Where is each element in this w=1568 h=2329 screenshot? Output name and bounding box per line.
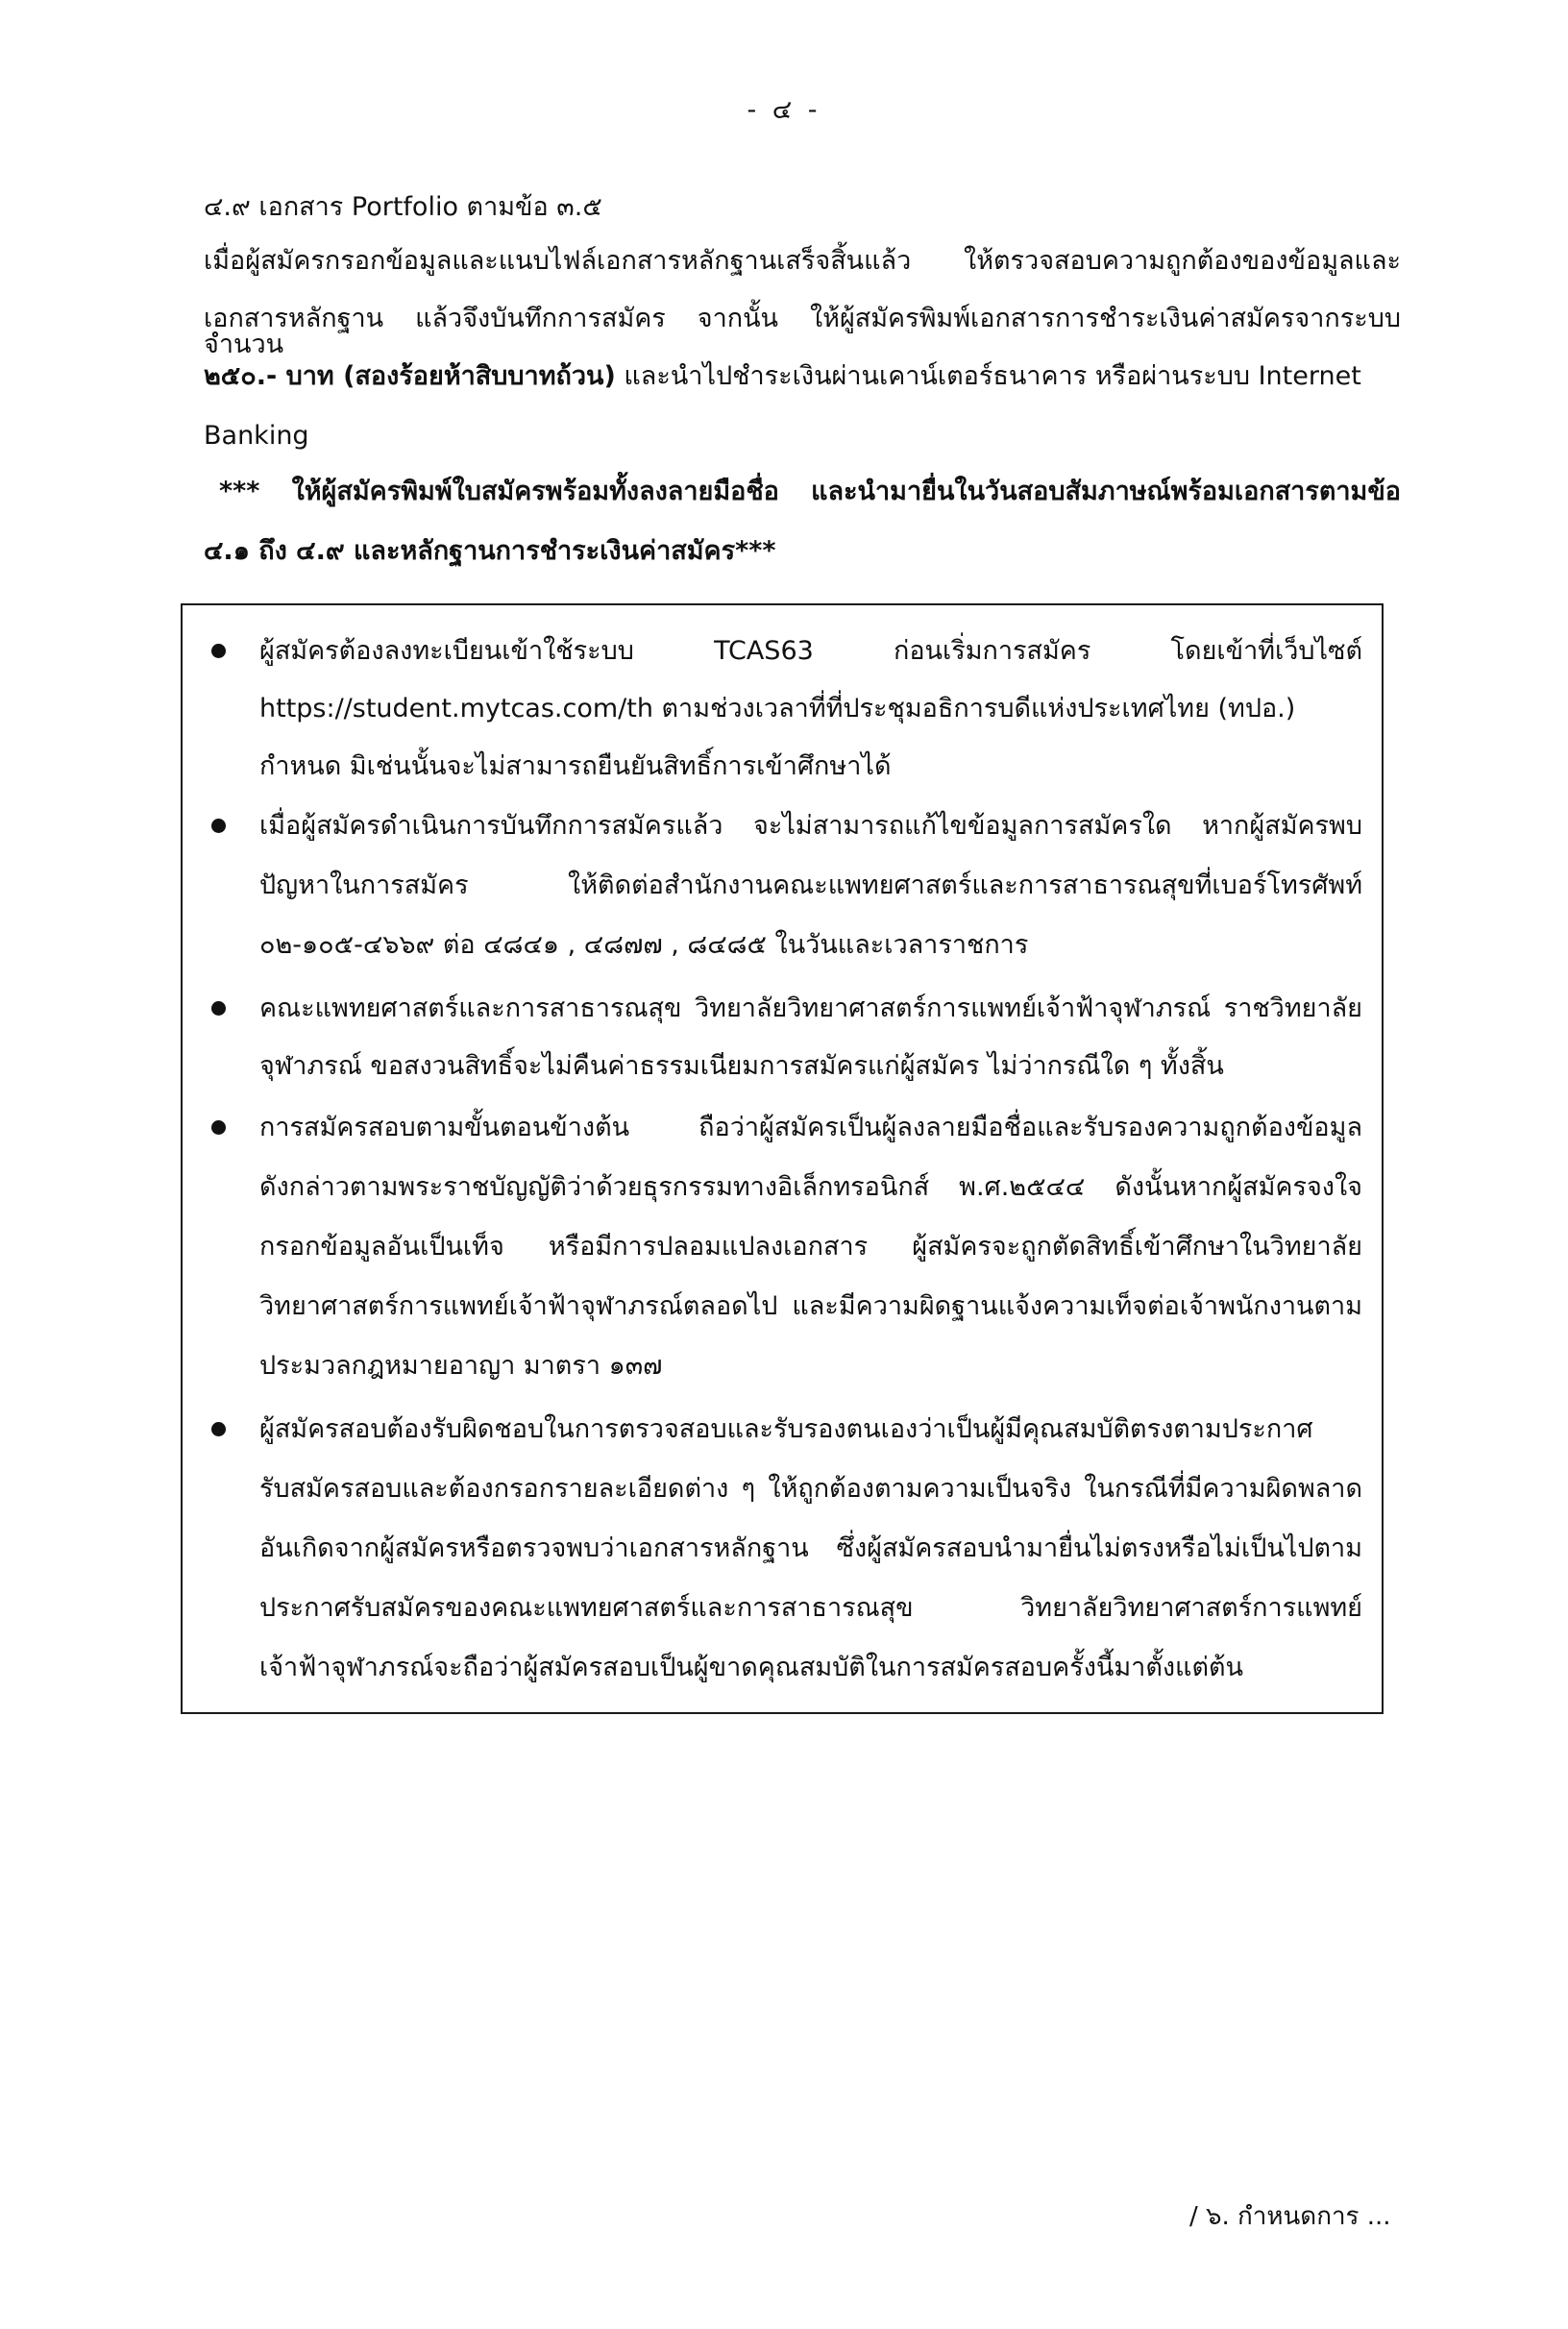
notice-line: ผู้สมัครสอบต้องรับผิดชอบในการตรวจสอบและรับรองตนเองว่าเป็นผู้มีคุณสมบัติตรงตามประกาศ	[259, 1414, 1313, 1444]
paragraph-line: เอกสารหลักฐาน แล้วจึงบันทึกการสมัคร จากนั้น ให้ผู้สมัครพิมพ์เอกสารการชำระเงินค่าสมัครจากระบบจำนวน	[204, 304, 1401, 359]
notice-line: คณะแพทยศาสตร์และการสาธารณสุข วิทยาลัยวิทยาศาสตร์การแพทย์เจ้าฟ้าจุฬาภรณ์ ราชวิทยาลัย	[259, 993, 1362, 1023]
important-note-line: *** ให้ผู้สมัครพิมพ์ใบสมัครพร้อมทั้งลงลายมือชื่อ และนำมายื่นในวันสอบสัมภาษณ์พร้อมเอกสารตามข้อ	[219, 477, 1401, 506]
notice-line: https://student.mytcas.com/th ตามช่วงเวลาที่ที่ประชุมอธิการบดีแห่งประเทศไทย (ทปอ.)	[259, 694, 1296, 723]
paragraph-line: เมื่อผู้สมัครกรอกข้อมูลและแนบไฟล์เอกสารหลักฐานเสร็จสิ้นแล้ว ให้ตรวจสอบความถูกต้องของข้อมูลและ	[204, 246, 1401, 276]
notice-line: ผู้สมัครต้องลงทะเบียนเข้าใช้ระบบ TCAS63 ก่อนเริ่มการสมัคร โดยเข้าที่เว็บไซต์	[259, 636, 1362, 666]
application-fee: ๒๕๐.- บาท (สองร้อยห้าสิบบาทถ้วน)	[204, 361, 616, 391]
bullet-icon	[211, 1422, 226, 1436]
bullet-icon	[211, 1001, 226, 1016]
notice-line: อันเกิดจากผู้สมัครหรือตรวจพบว่าเอกสารหลักฐาน ซึ่งผู้สมัครสอบนำมายื่นไม่ตรงหรือไม่เป็นไปตาม	[259, 1533, 1362, 1563]
notice-line: รับสมัครสอบและต้องกรอกรายละเอียดต่าง ๆ ให้ถูกต้องตามความเป็นจริง ในกรณีที่มีความผิดพลาด	[259, 1474, 1362, 1504]
notice-line: ประกาศรับสมัครของคณะแพทยศาสตร์และการสาธารณสุข วิทยาลัยวิทยาศาสตร์การแพทย์	[259, 1593, 1362, 1623]
notice-line: กำหนด มิเช่นนั้นจะไม่สามารถยืนยันสิทธิ์การเข้าศึกษาได้	[259, 751, 892, 781]
notice-line: ดังกล่าวตามพระราชบัญญัติว่าด้วยธุรกรรมทางอิเล็กทรอนิกส์ พ.ศ.๒๕๔๔ ดังนั้นหากผู้สมัครจงใจ	[259, 1172, 1362, 1202]
payment-method-text: และนำไปชำระเงินผ่านเคาน์เตอร์ธนาคาร หรือผ่านระบบ Internet	[615, 361, 1361, 391]
bullet-icon	[211, 1120, 226, 1135]
notice-line: วิทยาศาสตร์การแพทย์เจ้าฟ้าจุฬาภรณ์ตลอดไป และมีความผิดฐานแจ้งความเท็จต่อเจ้าพนักงานตาม	[259, 1291, 1362, 1321]
notice-line: จุฬาภรณ์ ขอสงวนสิทธิ์จะไม่คืนค่าธรรมเนียมการสมัครแก่ผู้สมัคร ไม่ว่ากรณีใด ๆ ทั้งสิ้น	[259, 1051, 1224, 1081]
notice-line: ปัญหาในการสมัคร ให้ติดต่อสำนักงานคณะแพทยศาสตร์และการสาธารณสุขที่เบอร์โทรศัพท์	[259, 870, 1362, 900]
notice-line: กรอกข้อมูลอันเป็นเท็จ หรือมีการปลอมแปลงเอกสาร ผู้สมัครจะถูกตัดสิทธิ์เข้าศึกษาในวิทยาลัย	[259, 1232, 1362, 1262]
paragraph-line: Banking	[204, 421, 309, 451]
page-number: - ๔ -	[747, 95, 821, 125]
notice-line: เมื่อผู้สมัครดำเนินการบันทึกการสมัครแล้ว จะไม่สามารถแก้ไขข้อมูลการสมัครใด หากผู้สมัครพบ	[259, 811, 1362, 841]
important-note-line: ๔.๑ ถึง ๔.๙ และหลักฐานการชำระเงินค่าสมัคร***	[204, 536, 776, 566]
notice-line: เจ้าฟ้าจุฬาภรณ์จะถือว่าผู้สมัครสอบเป็นผู้ขาดคุณสมบัติในการสมัครสอบครั้งนี้มาตั้งแต่ต้น	[259, 1653, 1243, 1682]
notice-line: ประมวลกฎหมายอาญา มาตรา ๑๓๗	[259, 1351, 663, 1381]
notice-line: การสมัครสอบตามขั้นตอนข้างต้น ถือว่าผู้สมัครเป็นผู้ลงลายมือชื่อและรับรองความถูกต้องข้อมูล	[259, 1113, 1362, 1142]
item-4-9: ๔.๙ เอกสาร Portfolio ตามข้อ ๓.๕	[204, 192, 602, 222]
footer-continuation: / ๖. กำหนดการ ...	[1189, 2202, 1391, 2231]
paragraph-line	[204, 363, 1361, 389]
bullet-icon	[211, 819, 226, 833]
notice-line: ๐๒-๑๐๕-๔๖๖๙ ต่อ ๔๘๔๑ , ๔๘๗๗ , ๘๔๘๕ ในวันและเวลาราชการ	[259, 930, 1029, 960]
bullet-icon	[211, 644, 226, 658]
